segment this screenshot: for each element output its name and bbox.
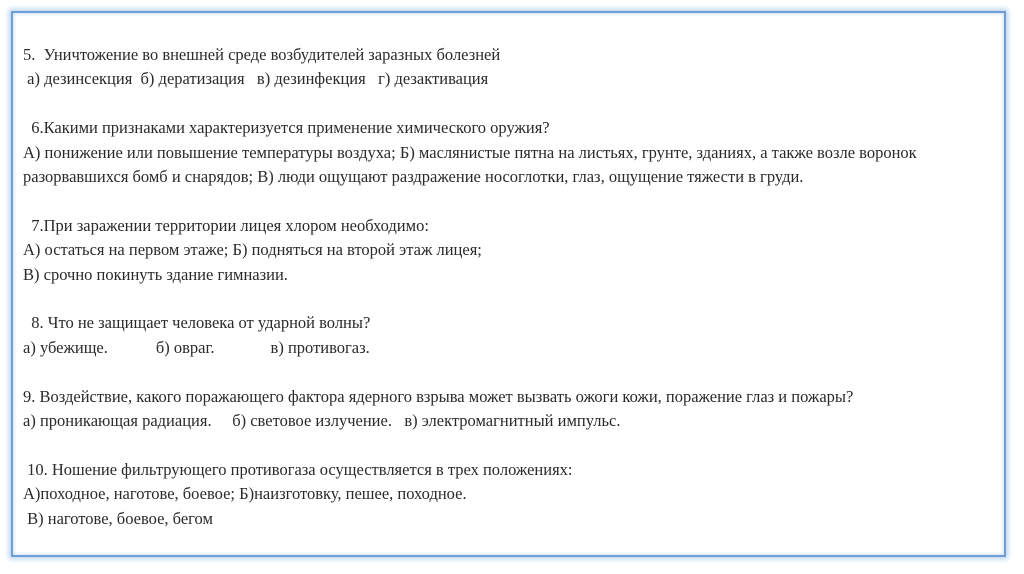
question-8-option-a: а) убежище. [23, 337, 108, 357]
question-6-options: А) понижение или повышение температуры воздуха; Б) маслянистые пятна на листьях, грунте, зданиях, а также возле воронок разорвавшихся бомб и снарядов; В) люди ощущают раздражение носоглотки, глаз, ощущение тяжести в груди. [23, 142, 917, 187]
question-8-option-c: в) противогаз. [270, 337, 370, 357]
spacer [23, 189, 998, 213]
question-5-options: а) дезинсекция б) дератизация в) дезинфекция г) дезактивация [23, 69, 489, 89]
question-10-option-c: В) наготове, боевое, бегом [23, 508, 213, 528]
question-7-option-c: В) срочно покинуть здание гимназии. [23, 264, 288, 284]
spacer [23, 287, 998, 311]
question-5: 5. Уничтожение во внешней среде возбудителей заразных болезней [23, 45, 501, 64]
question-8-options [23, 336, 998, 360]
question-7: 7.При заражении территории лицея хлором необходимо: [23, 215, 429, 235]
question-9-options: а) проникающая радиация. б) световое излучение. в) электромагнитный импульс. [23, 411, 621, 431]
question-8-option-b: б) овраг. [155, 337, 215, 357]
question-6: 6.Какими признаками характеризуется применение химического оружия? [23, 118, 550, 138]
spacer [23, 360, 998, 384]
question-10-options-ab: А)походное, наготове, боевое; Б)наизготовку, пешее, походное. [23, 484, 467, 504]
quiz-text [23, 43, 998, 531]
question-7-options-ab: А) остаться на первом этаже; Б) подняться на второй этаж лицея; [23, 240, 482, 260]
spacer [23, 433, 998, 457]
spacer [23, 92, 998, 116]
question-8: 8. Что не защищает человека от ударной волны? [23, 313, 371, 333]
slide-frame [11, 11, 1006, 557]
question-10: 10. Ношение фильтрующего противогаза осуществляется в трех положениях: [23, 459, 573, 479]
question-9: 9. Воздействие, какого поражающего фактора ядерного взрыва может вызвать ожоги кожи, поражение глаз и пожары? [23, 386, 854, 406]
